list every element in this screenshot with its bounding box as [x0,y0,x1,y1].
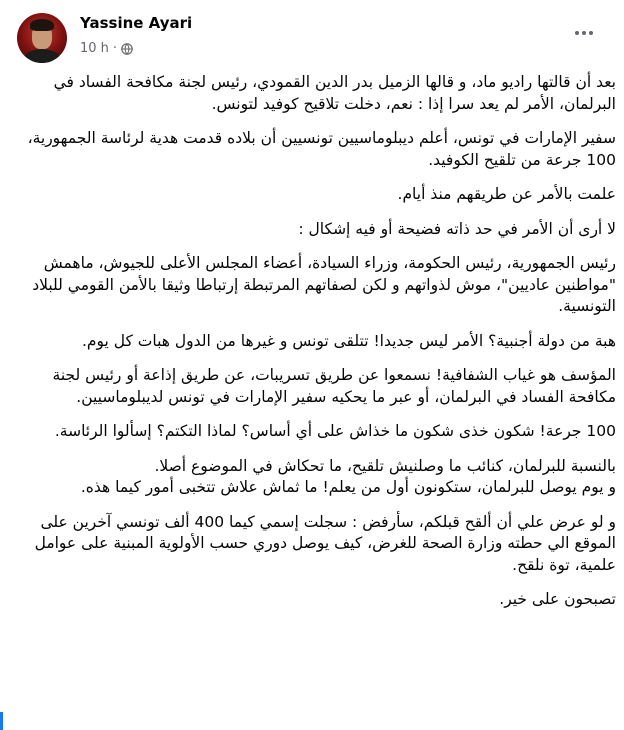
post-paragraph: 100 جرعة! شكون خذى شكون ما خذاش على أي أساس؟ لماذا التكتم؟ إسألوا الرئاسة. [54,422,616,440]
post-paragraph: هبة من دولة أجنبية؟ الأمر ليس جديدا! تتلقى تونس و غيرها من الدول هبات كل يوم. [81,331,616,350]
avatar[interactable] [17,13,67,63]
post-paragraph: المؤسف هو غياب الشفافية! نسمعوا عن طريق تسريبات، عن طريق إذاعة أو رئيس لجنة مكافحة الفساد في البرلمان، أو عبر ما يحكيه سفير الإمارات في تونس لديبلوماسيين. [52,366,616,406]
post-paragraph: تصبحون على خير. [499,590,616,608]
post-paragraph: لا أرى أن الأمر في حد ذاته فضيحة أو فيه إشكال : [298,219,616,238]
meta-separator: · [112,41,118,56]
post-meta [80,41,133,56]
post-text [20,72,616,624]
post-paragraph: علمت بالأمر عن طريقهم منذ أيام. [397,185,616,203]
more-options-icon[interactable] [571,20,597,46]
post-paragraph: بعد أن قالتها راديو ماد، و قالها الزميل بدر الدين القمودي، رئيس لجنة مكافحة الفساد في البرلمان، الأمر لم يعد سرا إذا : نعم، دخلت تلاقيح كوفيد لتونس. [53,73,616,113]
selection-marker [0,712,3,730]
post-paragraph: رئيس الجمهورية، رئيس الحكومة، وزراء السيادة، أعضاء المجلس الأعلى للجيوش، ماهمش "مواطنين عاديين"، موش لذواتهم و لكن لصفاتهم المرتبطة إرتباطا وثيقا بالأمن القومي للبلاد التونسية. [32,254,616,315]
post-time[interactable]: 10 h [80,41,109,56]
post-paragraph: و لو عرض علي أن ألقح قبلكم، سأرفض : سجلت إسمي كيما 400 ألف تونسي آخرين على الموقع الي حطته وزارة الصحة للغرض، كيف يوصل دوري حسب الأولوية المبنية على عوامل علمية، توة نلقح. [34,512,616,574]
author-name[interactable]: Yassine Ayari [80,14,193,32]
globe-icon[interactable] [121,43,133,55]
post-paragraph: بالنسبة للبرلمان، كنائب ما وصلنيش تلقيح، ما تحكاش في الموضوع أصلا. و يوم يوصل للبرلمان، ستكونون أول من يعلم! ما ثماش علاش تتخبى أمور كيما هذه. [80,456,616,496]
post-paragraph: سفير الإمارات في تونس، أعلم ديبلوماسيين تونسيين أن بلاده قدمت هدية لرئاسة الجمهورية، 100 جرعة من تلقيح الكوفيد. [27,129,616,169]
post-header [0,0,624,68]
